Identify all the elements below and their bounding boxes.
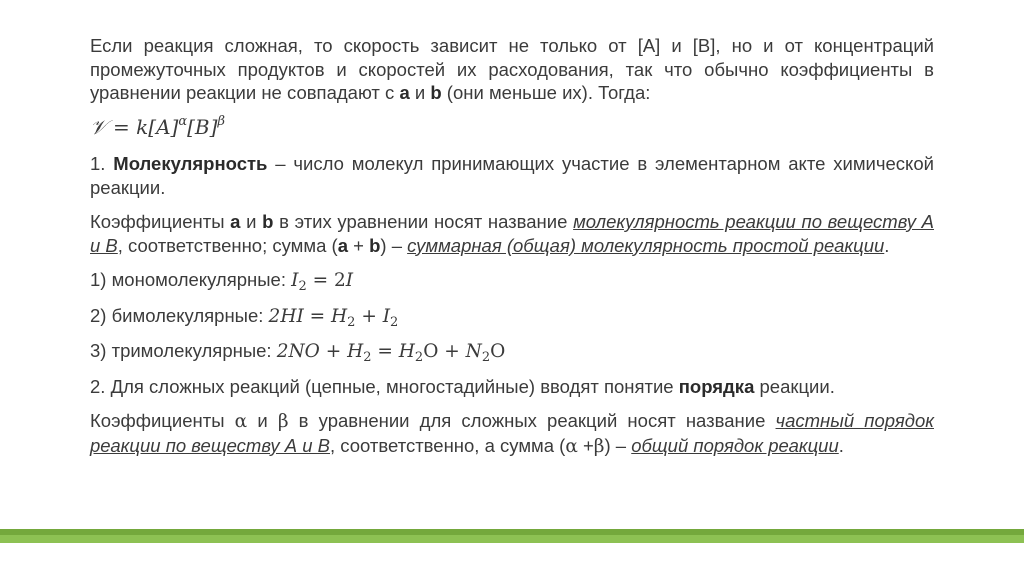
- eq1-eq: = 2: [306, 270, 346, 291]
- molecularity-num: 1.: [90, 153, 114, 174]
- intro-text: Если реакция сложная, то скорость зависит не только от [А] и [В], но и от концентраций промежуточных продуктов и скоростей их расходования, так что обычно коэффициенты в уравнении реакции не совпадают с: [90, 35, 934, 103]
- coef-text-4: , соответственно; сумма (: [117, 234, 338, 256]
- molecularity-paragraph: [90, 152, 934, 199]
- list-item-trimolecular: [90, 339, 934, 364]
- molecularity-term: Молекулярность: [113, 153, 268, 174]
- coef-a: а: [399, 82, 410, 103]
- bimolecular-label: 2) бимолекулярные:: [90, 304, 269, 326]
- footer-bar-light: [0, 535, 1024, 543]
- order-coef-text-5: ) –: [604, 434, 632, 456]
- eq1-sub: 2: [298, 279, 307, 294]
- coefficients-paragraph: [90, 210, 934, 257]
- eq2-i: I: [382, 305, 391, 327]
- eq3-o: O: [423, 341, 439, 362]
- order-coefficients-paragraph: [90, 409, 934, 458]
- order-plus: +: [577, 434, 594, 456]
- eq3-nsub: 2: [481, 350, 491, 365]
- molecularity-text: – число молекул принимающих участие в элементарном акте химической реакции.: [90, 153, 934, 198]
- rate-symbol: 𝒱: [90, 114, 107, 139]
- coef-b: b: [262, 211, 274, 232]
- intro-tail: (они меньше их). Тогда:: [441, 82, 651, 103]
- molecularity-by-substance: молекулярность реакции по веществу А и В: [90, 211, 935, 256]
- order-coef-text-2: и: [247, 410, 278, 431]
- coef-b-sum: b: [369, 234, 381, 256]
- beta-sum: β: [593, 435, 605, 457]
- alpha-symbol: α: [234, 411, 248, 432]
- conc-b: [B]: [187, 114, 218, 139]
- trimolecular-label: 3) тримолекулярные:: [90, 340, 277, 361]
- coef-text-3: в этих уравнении носят название: [273, 211, 574, 232]
- coef-b: b: [430, 82, 442, 103]
- intro-and: и: [409, 82, 431, 103]
- intro-paragraph: [90, 34, 934, 105]
- conc-a: [A]: [148, 114, 179, 139]
- coef-plus: +: [347, 234, 370, 256]
- rate-constant: k: [136, 114, 149, 139]
- coef-text-6: .: [884, 234, 890, 256]
- order-term: порядка: [678, 375, 755, 397]
- eq1-i2: I: [345, 270, 354, 291]
- order-coef-text-6: .: [838, 434, 844, 456]
- exp-beta: β: [217, 113, 225, 129]
- coef-a-sum: а: [337, 234, 348, 256]
- list-item-bimolecular: [90, 304, 934, 329]
- slide-content: [90, 34, 934, 469]
- eq3-h: H: [347, 341, 364, 362]
- eq1-i: I: [291, 270, 299, 291]
- alpha-sum: α: [565, 435, 578, 457]
- total-order: общий порядок реакции: [631, 434, 839, 456]
- eq3-plus2: +: [438, 341, 466, 362]
- coef-text-1: Коэффициенты: [90, 211, 231, 232]
- eq2-eq: =: [303, 305, 332, 327]
- beta-symbol: β: [277, 411, 289, 432]
- exp-alpha: α: [178, 113, 188, 129]
- formula-eq: =: [106, 114, 137, 139]
- eq3-h2: H: [398, 341, 415, 362]
- eq2-plus: +: [355, 305, 383, 327]
- eq3-lhs: 2NO: [276, 341, 320, 362]
- order-coef-text-4: , соответственно, а сумма (: [330, 434, 566, 456]
- eq3-n: N: [465, 341, 482, 362]
- monomolecular-label: 1) мономолекулярные:: [90, 269, 292, 290]
- eq3-eq: =: [371, 341, 399, 362]
- coef-text-5: ) –: [380, 234, 408, 256]
- eq2-hsub: 2: [347, 314, 356, 330]
- eq3-hsub: 2: [363, 350, 372, 365]
- order-text-1: 2. Для сложных реакций (цепные, многостадийные) вводят понятие: [90, 375, 679, 397]
- eq3-o2: O: [490, 341, 506, 362]
- order-coef-text-3: в уравнении для сложных реакций носят название: [288, 410, 776, 431]
- coef-text-2: и: [240, 211, 263, 232]
- order-coef-text-1: Коэффициенты: [90, 410, 235, 431]
- eq3-plus1: +: [319, 341, 348, 362]
- partial-order: частный порядок реакции по веществу А и В: [90, 410, 934, 456]
- rate-formula: [90, 113, 934, 141]
- eq2-isub: 2: [390, 314, 399, 330]
- list-item-monomolecular: [90, 268, 934, 293]
- total-molecularity: суммарная (общая) молекулярность простой реакции: [407, 234, 885, 256]
- coef-a: а: [230, 211, 241, 232]
- eq3-h2sub: 2: [414, 350, 424, 365]
- order-text-2: реакции.: [754, 375, 835, 397]
- order-paragraph: [90, 375, 934, 399]
- eq2-lhs: 2HI: [268, 305, 304, 327]
- eq2-h: H: [331, 305, 348, 327]
